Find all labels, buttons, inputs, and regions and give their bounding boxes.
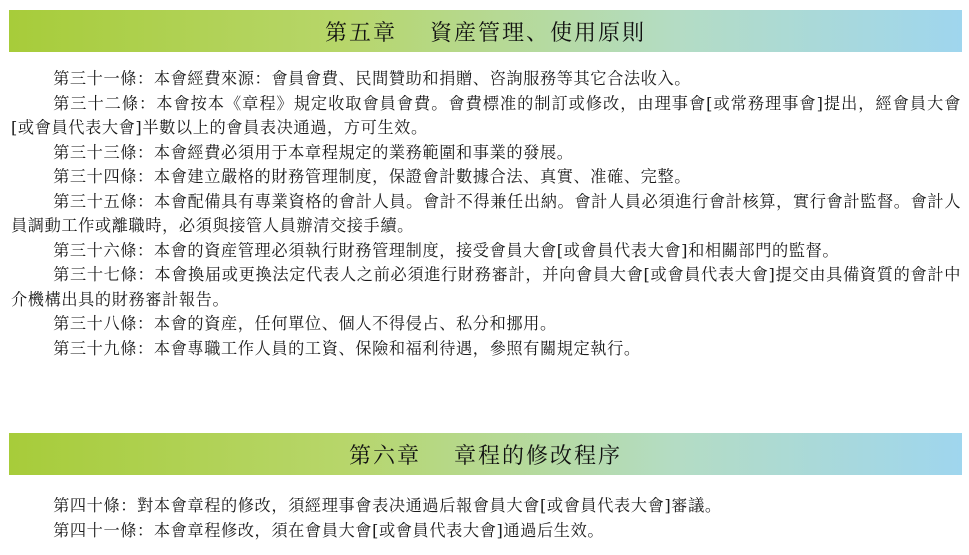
article-40: 第四十條：對本會章程的修改，須經理事會表决通過后報會員大會[或會員代表大會]審議。 (53, 496, 722, 515)
chapter-6-title: 第六章 章程的修改程序 (349, 443, 622, 469)
article-35: 第三十五條：本會配備具有專業資格的會計人員。會計不得兼任出納。會計人員必須進行會計核算，實行會計監督。會計人員調動工作或離職時，必須與接管人員辦清交接手續。 (11, 191, 961, 235)
article-37: 第三十七條：本會換届或更換法定代表人之前必須進行財務審計，并向會員大會[或會員代表大會]提交由具備資質的會計中介機構出具的財務審計報告。 (11, 265, 961, 309)
article-41: 第四十一條：本會章程修改，須在會員大會[或會員代表大會]通過后生效。 (53, 520, 605, 540)
chapter-6-banner (9, 433, 962, 475)
article-39: 第三十九條：本會專職工作人員的工資、保險和福利待遇，參照有關規定執行。 (53, 338, 641, 358)
article-33: 第三十三條：本會經費必須用于本章程規定的業務範圍和事業的發展。 (53, 142, 574, 162)
article-36: 第三十六條：本會的資産管理必須執行財務管理制度，接受會員大會[或會員代表大會]和相關部門的監督。 (53, 240, 840, 260)
chapter-5-articles (11, 67, 961, 361)
chapter-5-title: 第五章 資産管理、使用原則 (325, 20, 646, 46)
article-34: 第三十四條：本會建立嚴格的財務管理制度，保證會計數據合法、真實、准確、完整。 (53, 167, 692, 186)
article-38: 第三十八條：本會的資産，任何單位、個人不得侵占、私分和挪用。 (53, 314, 557, 333)
chapter-6-articles (11, 494, 961, 543)
article-32: 第三十二條：本會按本《章程》規定收取會員會費。會費標准的制訂或修改，由理事會[或常務理事會]提出，經會員大會[或會員代表大會]半數以上的會員表决通過，方可生效。 (11, 93, 961, 137)
article-31: 第三十一條：本會經費來源：會員會費、民間贊助和捐贈、咨詢服務等其它合法收入。 (53, 69, 692, 88)
chapter-5-banner (9, 10, 962, 52)
